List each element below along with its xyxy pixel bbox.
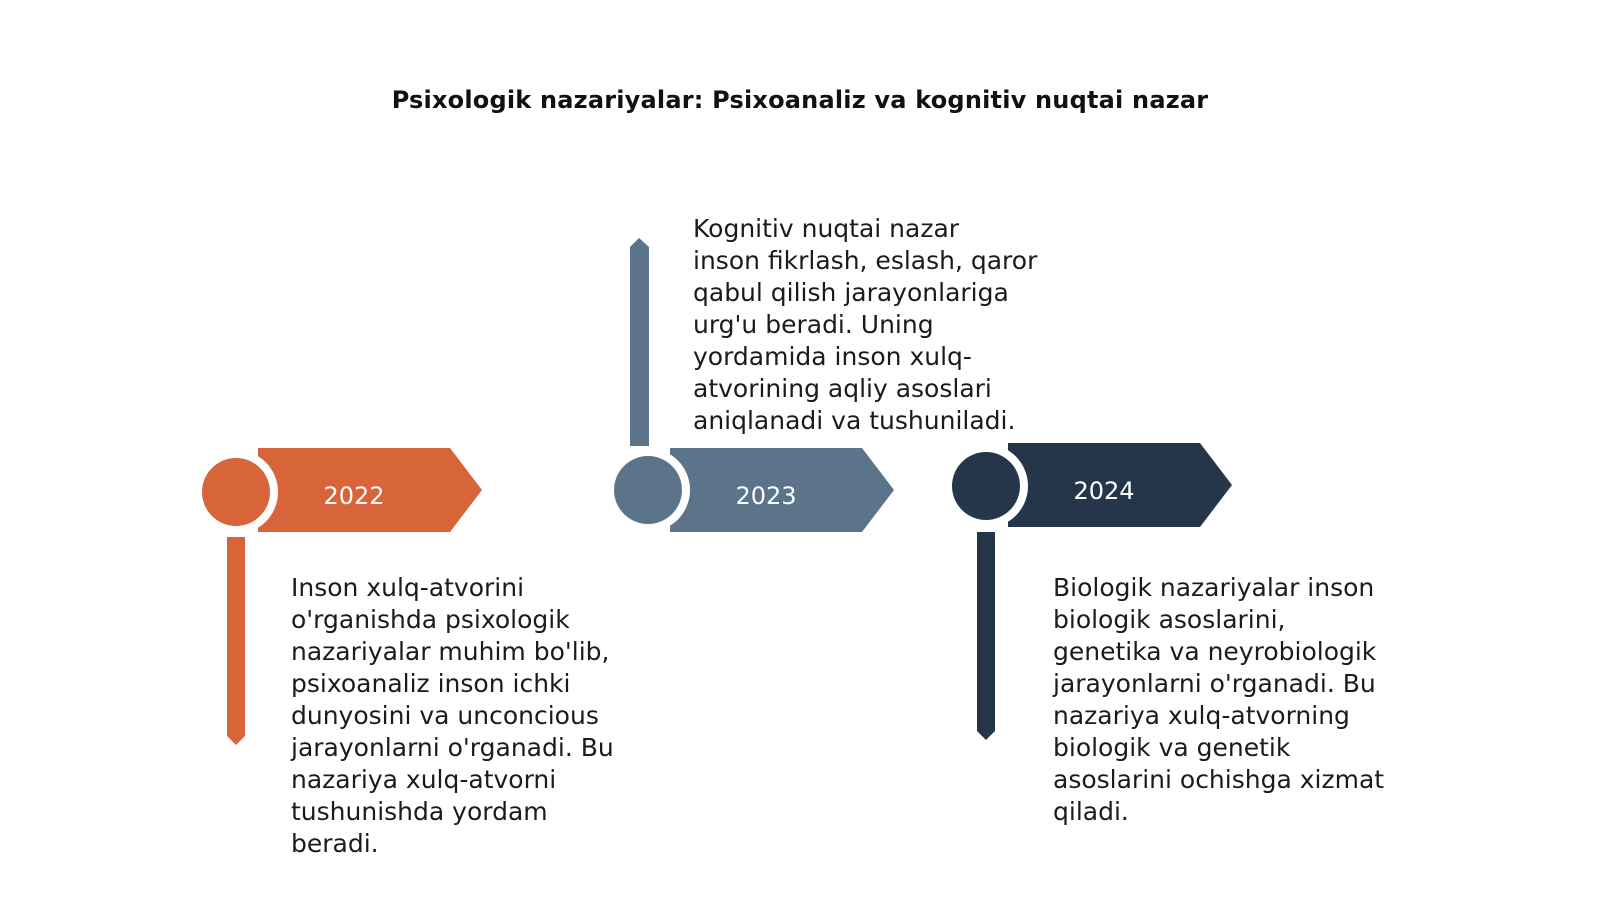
description-line: tushunishda yordam bbox=[291, 797, 548, 826]
description-line: asoslarini ochishga xizmat bbox=[1053, 765, 1385, 794]
description-line: jarayonlarni o'rganadi. Bu bbox=[291, 733, 614, 762]
description-line: genetika va neyrobiologik bbox=[1053, 637, 1377, 666]
year-label-2024: 2024 bbox=[1073, 477, 1135, 505]
description-line: Inson xulq-atvorini bbox=[291, 573, 525, 602]
description-line: qabul qilish jarayonlariga bbox=[693, 278, 1009, 307]
description-line: nazariya xulq-atvorning bbox=[1053, 701, 1350, 730]
milestone-2022-description bbox=[291, 572, 614, 860]
timeline-stem-2022 bbox=[227, 537, 245, 745]
description-line: biologik asoslarini, bbox=[1053, 605, 1286, 634]
description-line: Biologik nazariyalar inson bbox=[1053, 573, 1375, 602]
description-line: psixoanaliz inson ichki bbox=[291, 669, 571, 698]
description-line: beradi. bbox=[291, 829, 379, 858]
description-line: biologik va genetik bbox=[1053, 733, 1291, 762]
year-label-2022: 2022 bbox=[323, 482, 385, 510]
marker-dot-2024 bbox=[952, 452, 1020, 520]
milestone-2024-description bbox=[1053, 572, 1384, 828]
description-line: qiladi. bbox=[1053, 797, 1129, 826]
page-title: Psixologik nazariyalar: Psixoanaliz va kognitiv nuqtai nazar bbox=[391, 86, 1209, 114]
timeline-stem-2023 bbox=[630, 238, 649, 446]
description-line: Kognitiv nuqtai nazar bbox=[693, 214, 960, 243]
description-line: urg'u beradi. Uning bbox=[693, 310, 934, 339]
description-line: nazariyalar muhim bo'lib, bbox=[291, 637, 610, 666]
timeline-stem-2024 bbox=[977, 532, 995, 740]
marker-dot-2022 bbox=[202, 458, 270, 526]
description-line: dunyosini va unconcious bbox=[291, 701, 599, 730]
description-line: aniqlanadi va tushuniladi. bbox=[693, 406, 1016, 435]
milestone-2023-description bbox=[693, 213, 1037, 437]
marker-dot-2023 bbox=[614, 456, 682, 524]
description-line: o'rganishda psixologik bbox=[291, 605, 570, 634]
description-line: inson fikrlash, eslash, qaror bbox=[693, 246, 1038, 275]
description-line: jarayonlarni o'rganadi. Bu bbox=[1053, 669, 1376, 698]
description-line: yordamida inson xulq- bbox=[693, 342, 972, 371]
year-label-2023: 2023 bbox=[735, 482, 797, 510]
description-line: nazariya xulq-atvorni bbox=[291, 765, 557, 794]
description-line: atvorining aqliy asoslari bbox=[693, 374, 992, 403]
